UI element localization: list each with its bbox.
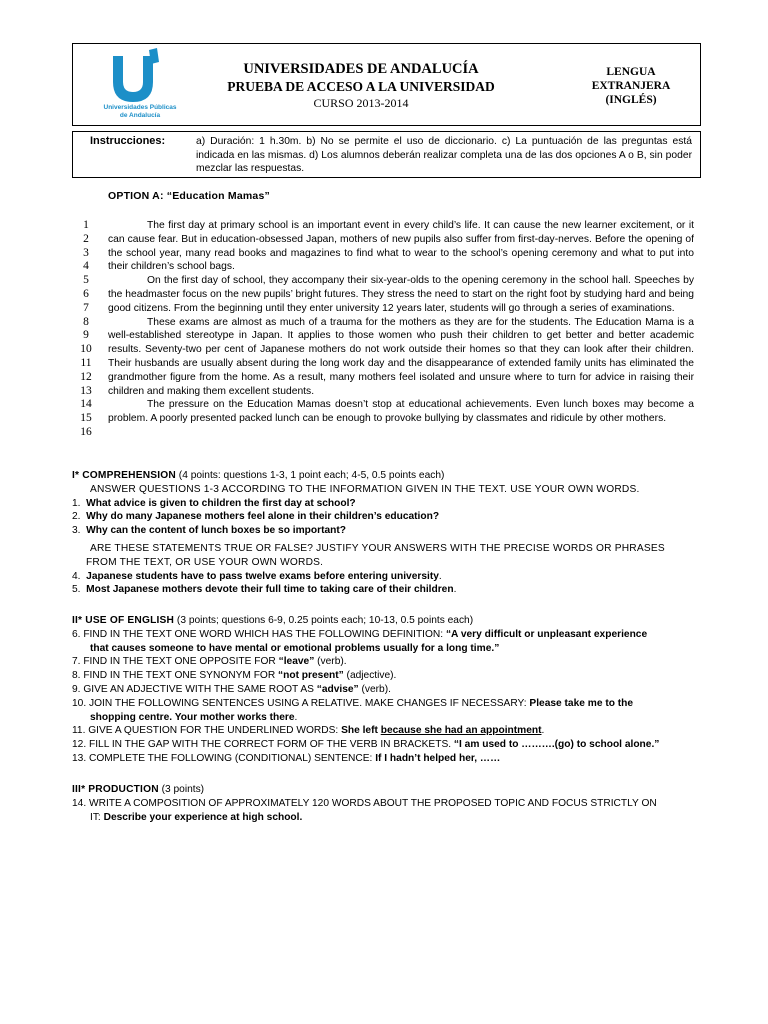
question-3 — [72, 524, 712, 538]
question-number: 1. — [72, 497, 81, 509]
section-heading — [72, 614, 712, 628]
question-text: Why can the content of lunch boxes be so important? — [86, 525, 346, 537]
production-section — [72, 783, 712, 824]
university-title: UNIVERSIDADES DE ANDALUCÍA — [243, 61, 479, 77]
question-number: 3. — [72, 525, 81, 537]
u-logo-icon — [99, 48, 181, 104]
section-heading — [72, 469, 712, 483]
question-number: 4. — [72, 570, 81, 582]
subject-name — [568, 65, 694, 107]
question-text: “A very difficult or unpleasant experience — [445, 628, 648, 640]
university-logo — [99, 48, 181, 122]
question-number: 5. — [72, 584, 81, 596]
subject-line: (INGLÉS) — [605, 94, 657, 106]
instructions-label: Instrucciones: — [90, 135, 166, 147]
question-6 — [72, 628, 712, 642]
section-points: (4 points: questions 1-3, 1 point each; 4-5, 0.5 points each) — [175, 470, 445, 481]
question-end: (verb). — [358, 683, 391, 695]
question-13 — [72, 752, 712, 766]
line-number: 6 — [83, 287, 89, 300]
line-numbers — [76, 219, 96, 440]
passage-paragraph: These exams are almost as much of a trauma for the mothers as they are for the students. The Education Mama is a well-established stereotype in Japan. It applies to those women who push their children to get better and better academic results. Seventy-two per cent of Japanese mothers do not work outside their homes so that they can look after their children. Their husbands are usually absent during the long work day and the disappearance of extended family units has eliminated the grandmother figure from the home. As a result, many mothers feel isolated and unsure where to turn for advice in raising their children and making them excellent students. — [108, 316, 694, 397]
question-text: “I am used to ……….(go) to school alone.” — [453, 739, 660, 751]
section-instruction: FROM THE TEXT, OR USE YOUR OWN WORDS. — [86, 556, 324, 568]
exam-header — [72, 43, 701, 126]
question-text: What advice is given to children the first day at school? — [86, 497, 356, 509]
question-end: . — [541, 725, 545, 737]
question-5 — [72, 583, 712, 597]
question-end: . — [438, 570, 442, 582]
line-number: 2 — [83, 232, 89, 245]
passage-paragraph: The first day at primary school is an important event in every child’s life. It can cause the new learner excitement, or it can cause fear. But in education-obsessed Japan, mothers of new pupils also suffer from first-day-nerves. Before the opening of the school year, many read books and magazines to find what to wear to the school’s opening ceremony and what to put into their children’s school bags. — [108, 220, 694, 273]
question-1 — [72, 497, 712, 511]
reading-passage — [108, 219, 694, 426]
question-text: Japanese students have to pass twelve exams before entering university — [86, 570, 439, 582]
question-number: 2. — [72, 511, 81, 523]
question-prompt: 7. FIND IN THE TEXT ONE OPPOSITE FOR — [72, 656, 279, 668]
line-number: 7 — [83, 301, 89, 314]
question-10-cont — [72, 711, 712, 725]
section-title: II* USE OF ENGLISH — [72, 615, 175, 626]
question-14: 14. WRITE A COMPOSITION OF APPROXIMATELY 120 WORDS ABOUT THE PROPOSED TOPIC AND FOCUS STRICTLY ON — [72, 797, 657, 809]
section-instruction: ARE THESE STATEMENTS TRUE OR FALSE? JUSTIFY YOUR ANSWERS WITH THE PRECISE WORDS OR PHRASES — [90, 542, 665, 554]
question-prompt: 9. GIVE AN ADJECTIVE WITH THE SAME ROOT AS — [72, 683, 317, 695]
question-7 — [72, 655, 712, 669]
passage-paragraph: The pressure on the Education Mamas doesn’t stop at educational achievements. Even lunch boxes may become a problem. A poorly presented packed lunch can be enough to provoke bullying by classmates and ridicule by other mothers. — [108, 399, 694, 425]
question-4 — [72, 570, 712, 584]
line-number: 13 — [80, 384, 92, 397]
line-number: 5 — [83, 274, 89, 287]
section-points: (3 points) — [158, 784, 205, 795]
question-text: If I hadn’t helped her, …… — [375, 752, 501, 764]
line-number: 16 — [80, 425, 92, 438]
question-text: that causes someone to have mental or emotional problems usually for a long time.” — [90, 642, 500, 654]
question-prompt: 12. FILL IN THE GAP WITH THE CORRECT FORM OF THE VERB IN BRACKETS. — [72, 739, 454, 751]
question-10 — [72, 697, 712, 711]
question-text: “not present” — [278, 670, 344, 682]
question-text: She left — [341, 725, 381, 737]
question-prompt: 11. GIVE A QUESTION FOR THE UNDERLINED WORDS: — [72, 725, 342, 737]
question-12 — [72, 738, 712, 752]
question-prompt: 8. FIND IN THE TEXT ONE SYNONYM FOR — [72, 670, 279, 682]
line-number: 4 — [83, 260, 89, 273]
question-prompt: 10. JOIN THE FOLLOWING SENTENCES USING A RELATIVE. MAKE CHANGES IF NECESSARY: — [72, 697, 530, 709]
instructions-text: a) Duración: 1 h.30m. b) No se permite el uso de diccionario. c) La puntuación de las preguntas está indicada en las mismas. d) Los alumnos deberán realizar completa una de las dos opciones A o B, sin poder mezclar las respuestas. — [196, 136, 692, 174]
line-number: 1 — [83, 219, 89, 231]
question-2 — [72, 510, 712, 524]
question-text: Please take me to the — [529, 697, 634, 709]
use-of-english-section — [72, 614, 712, 766]
line-number: 11 — [80, 356, 92, 369]
question-text: Why do many Japanese mothers feel alone in their children’s education? — [86, 511, 440, 523]
question-end: . — [453, 584, 457, 596]
exam-title: PRUEBA DE ACCESO A LA UNIVERSIDAD — [227, 79, 495, 94]
section-title: I* COMPREHENSION — [72, 470, 176, 481]
question-text: shopping centre. Your mother works there — [90, 711, 295, 723]
question-14-cont — [72, 811, 712, 825]
question-text: Describe your experience at high school. — [103, 811, 303, 823]
section-title: III* PRODUCTION — [72, 784, 159, 795]
question-prompt: 6. FIND IN THE TEXT ONE WORD WHICH HAS THE FOLLOWING DEFINITION: — [72, 628, 446, 640]
question-end: (verb). — [314, 656, 347, 668]
line-number: 8 — [83, 315, 89, 328]
question-6-cont — [72, 642, 712, 656]
line-number: 15 — [80, 412, 92, 425]
line-number: 14 — [80, 398, 92, 411]
question-text: “leave” — [278, 656, 315, 668]
comprehension-section — [72, 469, 712, 597]
line-number: 3 — [83, 246, 89, 259]
section-points: (3 points; questions 6-9, 0.25 points each; 10-13, 0.5 points each) — [174, 615, 474, 626]
line-number: 9 — [83, 329, 89, 342]
option-title: OPTION A: “Education Mamas” — [108, 190, 270, 202]
instructions-box — [72, 131, 701, 178]
line-number: 12 — [80, 370, 92, 383]
question-text: “advise” — [316, 683, 359, 695]
subject-line: EXTRANJERA — [591, 80, 671, 92]
section-heading — [72, 783, 712, 797]
question-prompt: 13. COMPLETE THE FOLLOWING (CONDITIONAL) SENTENCE: — [72, 752, 376, 764]
question-9 — [72, 683, 712, 697]
underlined-words: because she had an appointment — [380, 725, 542, 737]
subject-line: LENGUA — [606, 66, 656, 78]
course-year: CURSO 2013-2014 — [313, 96, 409, 110]
passage-paragraph: On the first day of school, they accompany their six-year-olds to the opening ceremony in the school hall. Speeches by the headmaster focus on the new pupils’ bright futures. They stress the need to start on the right foot by studying hard and being good citizens. From the beginning until they enter university 12 years later, students will go through a series of examinations. — [108, 275, 694, 314]
question-text: Most Japanese mothers devote their full time to taking care of their children — [86, 584, 454, 596]
question-end: . — [294, 711, 298, 723]
question-end: (adjective). — [343, 670, 397, 682]
line-number: 10 — [80, 343, 92, 356]
question-11 — [72, 724, 712, 738]
logo-caption: Universidades Públicas de Andalucía — [103, 104, 177, 119]
question-8 — [72, 669, 712, 683]
question-prompt: IT: — [90, 811, 104, 823]
section-instruction: ANSWER QUESTIONS 1-3 ACCORDING TO THE INFORMATION GIVEN IN THE TEXT. USE YOUR OWN WORDS. — [90, 483, 640, 495]
